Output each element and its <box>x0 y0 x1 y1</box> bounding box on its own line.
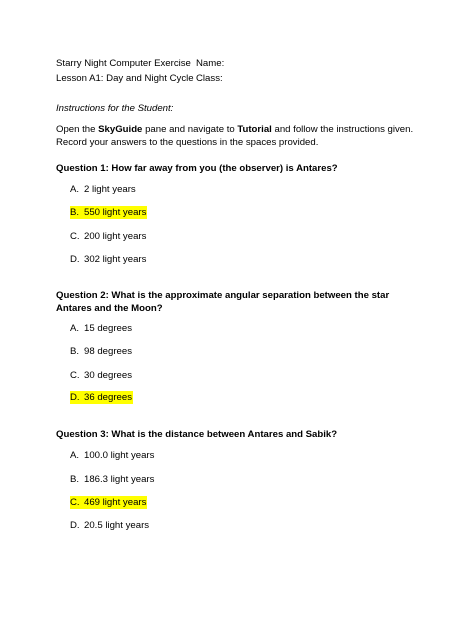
question-3-option-c <box>70 496 147 509</box>
option-text: 186.3 light years <box>84 474 155 485</box>
option-text: 2 light years <box>84 184 136 195</box>
option-text: 100.0 light years <box>84 450 155 461</box>
question-2-option-d <box>70 391 133 404</box>
instructions-text-part: and follow the instructions given. Record your answers to the questions in the spaces provided. <box>56 124 414 148</box>
question-3: Question 3: What is the distance between Antares and Sabik? <box>56 429 338 440</box>
option-letter: D. <box>70 520 80 531</box>
option-letter: C. <box>70 370 80 381</box>
question-3-option-b <box>70 473 154 486</box>
option-text: 469 light years <box>84 497 147 508</box>
name-label: Name: <box>196 58 225 69</box>
option-text: 30 degrees <box>84 370 133 381</box>
question-1-option-b <box>70 206 147 219</box>
question-2-option-b <box>70 345 132 358</box>
exercise-title: Starry Night Computer Exercise <box>56 58 191 69</box>
skyguide-term: SkyGuide <box>98 124 143 135</box>
question-2-option-c <box>70 369 132 382</box>
option-letter: A. <box>70 323 80 334</box>
document-header <box>56 56 426 86</box>
option-text: 302 light years <box>84 254 147 265</box>
instructions-text-part: pane and navigate to <box>142 124 238 135</box>
instructions-text-part: Open the <box>56 124 99 135</box>
question-2-option-a <box>70 322 132 335</box>
instructions-text <box>56 124 418 149</box>
option-text: 98 degrees <box>84 346 133 357</box>
header-row-1 <box>56 56 426 71</box>
option-letter: C. <box>70 231 80 242</box>
option-letter: B. <box>70 207 80 218</box>
lesson-title: Lesson A1: Day and Night Cycle <box>56 73 194 84</box>
option-letter: C. <box>70 497 80 508</box>
question-1: Question 1: How far away from you (the observer) is Antares? <box>56 163 338 174</box>
question-2: Question 2: What is the approximate angular separation between the star Antares and the Moon? <box>56 290 390 314</box>
option-text: 20.5 light years <box>84 520 150 531</box>
option-text: 15 degrees <box>84 323 133 334</box>
option-letter: B. <box>70 346 80 357</box>
question-1-option-c <box>70 230 146 243</box>
option-letter: A. <box>70 450 80 461</box>
option-letter: D. <box>70 392 80 403</box>
question-3-option-d <box>70 519 149 532</box>
option-text: 200 light years <box>84 231 147 242</box>
class-label: Class: <box>196 73 223 84</box>
option-letter: B. <box>70 474 80 485</box>
option-text: 36 degrees <box>84 392 133 403</box>
question-3-option-a <box>70 449 154 462</box>
header-row-2 <box>56 71 426 86</box>
tutorial-term: Tutorial <box>237 124 272 135</box>
option-letter: A. <box>70 184 80 195</box>
question-1-option-d <box>70 253 146 266</box>
instructions-heading: Instructions for the Student: <box>56 103 174 114</box>
option-text: 550 light years <box>84 207 147 218</box>
option-letter: D. <box>70 254 80 265</box>
question-1-option-a <box>70 183 136 196</box>
